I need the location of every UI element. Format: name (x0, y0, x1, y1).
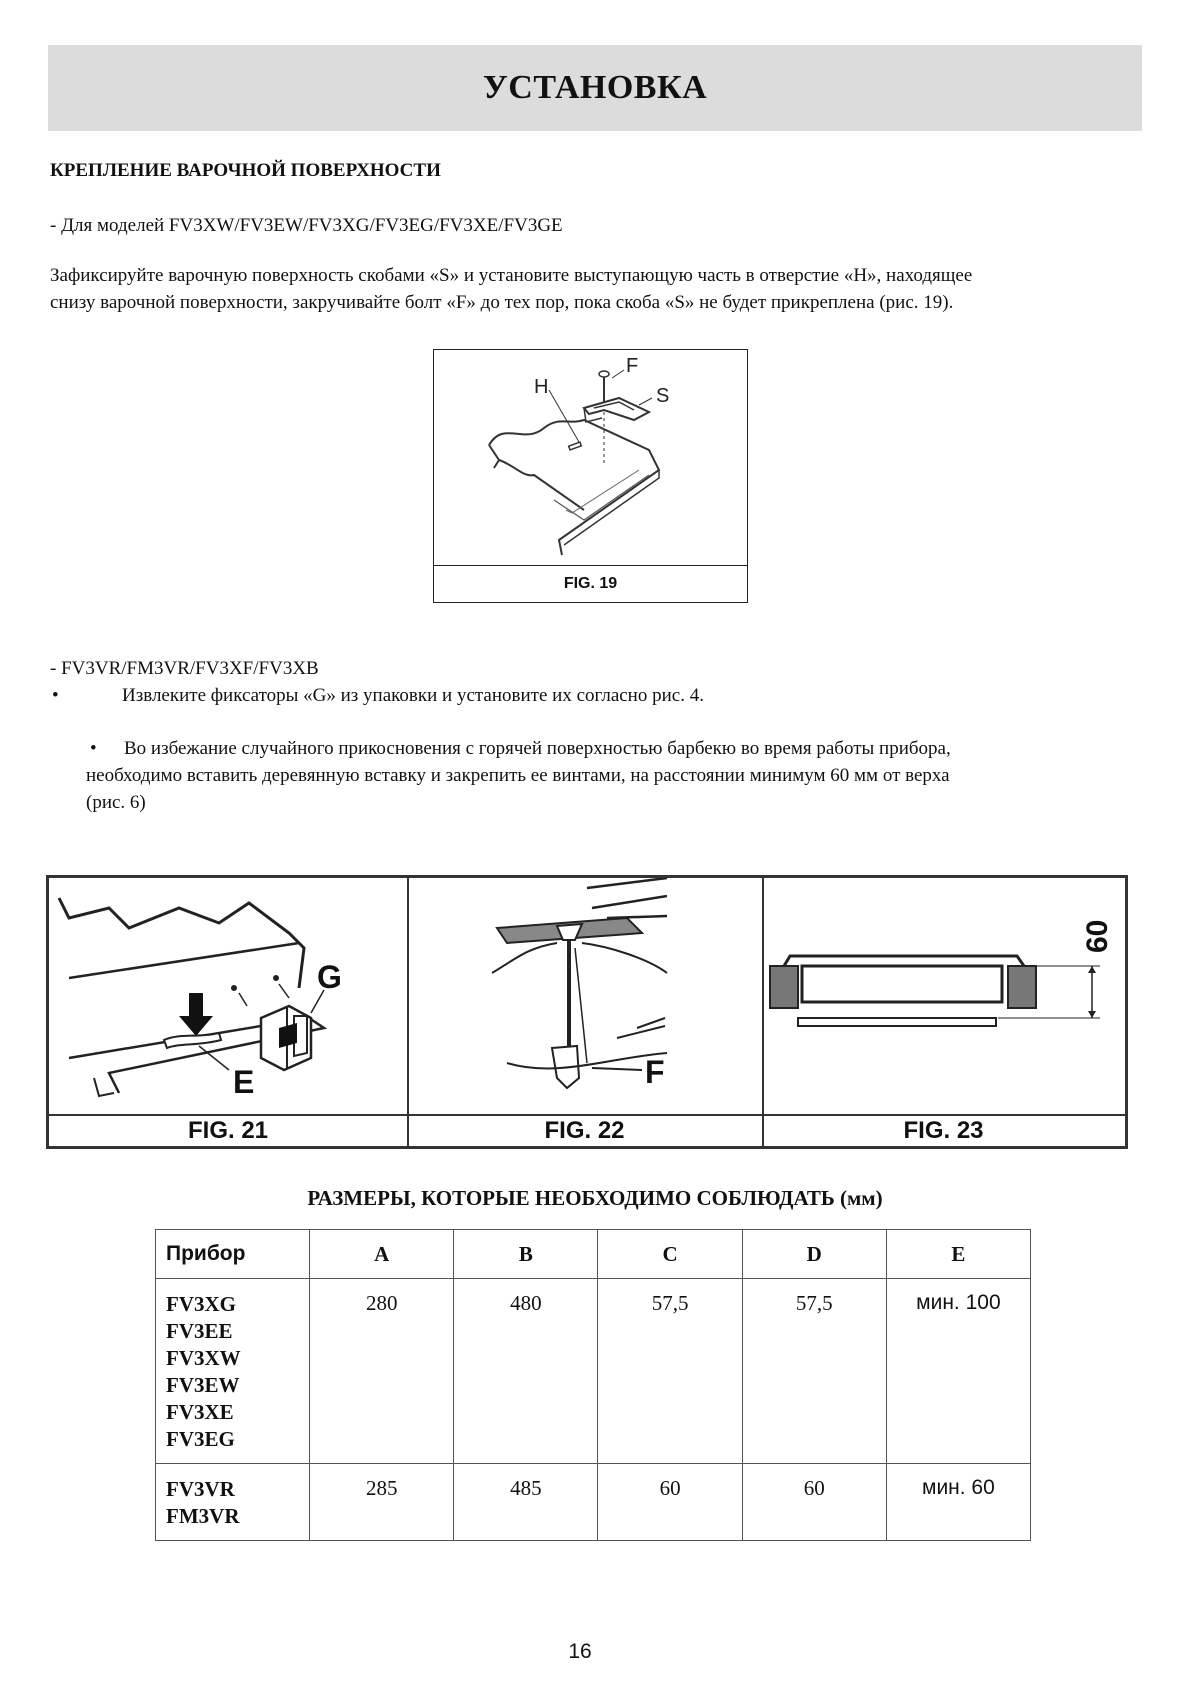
model-list-cell (156, 1464, 310, 1541)
models-line-1: - Для моделей FV3XW/FV3EW/FV3XG/FV3EG/FV3XE/FV3GE (50, 215, 563, 236)
figure-22 (407, 878, 764, 1146)
model-name: FV3EE (166, 1319, 233, 1343)
table-header-row (156, 1230, 1031, 1279)
bullet-item-2-line-2: необходимо вставить деревянную вставку и закрепить ее винтами, на расстоянии минимум 60 мм от верха (86, 765, 950, 786)
fig21-label-g: G (317, 959, 342, 995)
fig23-caption: FIG. 23 (762, 1114, 1125, 1146)
bullet-marker-2: • (90, 738, 97, 759)
column-header: A (310, 1230, 454, 1279)
figure-23 (762, 878, 1125, 1146)
model-name: FV3XG (166, 1292, 236, 1316)
bullet-item-2-line-3: (рис. 6) (86, 792, 146, 813)
column-header: C (598, 1230, 742, 1279)
fig23-dimension-label: 60 (1081, 919, 1114, 953)
table-cell-b: 480 (454, 1279, 598, 1464)
page-number: 16 (568, 1640, 592, 1663)
model-name: FV3XW (166, 1346, 241, 1370)
fig22-caption: FIG. 22 (407, 1114, 762, 1146)
table-cell-a: 280 (310, 1279, 454, 1464)
column-header: E (886, 1230, 1030, 1279)
column-header: D (742, 1230, 886, 1279)
figures-21-23 (46, 875, 1128, 1149)
dimensions-table (155, 1229, 1031, 1541)
table-cell-c: 60 (598, 1464, 742, 1541)
fig19-label-f: F (626, 355, 639, 377)
table-cell-d: 60 (742, 1464, 886, 1541)
column-header: Прибор (156, 1230, 310, 1279)
table-row (156, 1464, 1031, 1541)
model-list-cell (156, 1279, 310, 1464)
fig23-illustration (762, 878, 1125, 1118)
instruction-line-1: Зафиксируйте варочную поверхность скобами «S» и установите выступающую часть в отверстие «H», находящее (50, 265, 973, 286)
table-cell-e: мин. 60 (886, 1464, 1030, 1541)
table-cell-a: 285 (310, 1464, 454, 1541)
model-name: FV3EG (166, 1427, 235, 1451)
fig21-caption: FIG. 21 (49, 1114, 407, 1146)
table-cell-b: 485 (454, 1464, 598, 1541)
instruction-line-2: снизу варочной поверхности, закручивайте болт «F» до тех пор, пока скоба «S» не будет прикреплена (рис. 19). (50, 292, 954, 313)
bullet-item-2-line-1: Во избежание случайного прикосновения с горячей поверхностью барбекю во время работы прибора, (124, 738, 951, 759)
fig22-illustration (407, 878, 760, 1118)
column-header: B (454, 1230, 598, 1279)
fig22-label-f: F (645, 1054, 665, 1090)
fig19-label-s: S (656, 385, 670, 407)
table-title: РАЗМЕРЫ, КОТОРЫЕ НЕОБХОДИМО СОБЛЮДАТЬ (мм) (307, 1186, 883, 1210)
figure-19 (433, 349, 748, 603)
bullet-item-1: Извлеките фиксаторы «G» из упаковки и установите их согласно рис. 4. (122, 685, 704, 706)
page-header (48, 45, 1142, 131)
section-title: КРЕПЛЕНИЕ ВАРОЧНОЙ ПОВЕРХНОСТИ (50, 160, 441, 181)
table-row (156, 1279, 1031, 1464)
model-name: FV3XE (166, 1400, 234, 1424)
fig21-illustration (49, 878, 405, 1118)
table-cell-d: 57,5 (742, 1279, 886, 1464)
figure-21 (49, 878, 409, 1146)
page-title: УСТАНОВКА (482, 69, 708, 106)
fig19-caption: FIG. 19 (434, 565, 747, 602)
model-name: FV3EW (166, 1373, 240, 1397)
fig19-label-h: H (534, 376, 549, 398)
bullet-marker-1: • (52, 685, 59, 706)
table-cell-e: мин. 100 (886, 1279, 1030, 1464)
model-name: FM3VR (166, 1504, 240, 1528)
table-cell-c: 57,5 (598, 1279, 742, 1464)
models-line-2: - FV3VR/FM3VR/FV3XF/FV3XB (50, 658, 319, 679)
model-name: FV3VR (166, 1477, 235, 1501)
fig21-label-e: E (233, 1064, 255, 1100)
fig19-illustration (434, 350, 746, 564)
